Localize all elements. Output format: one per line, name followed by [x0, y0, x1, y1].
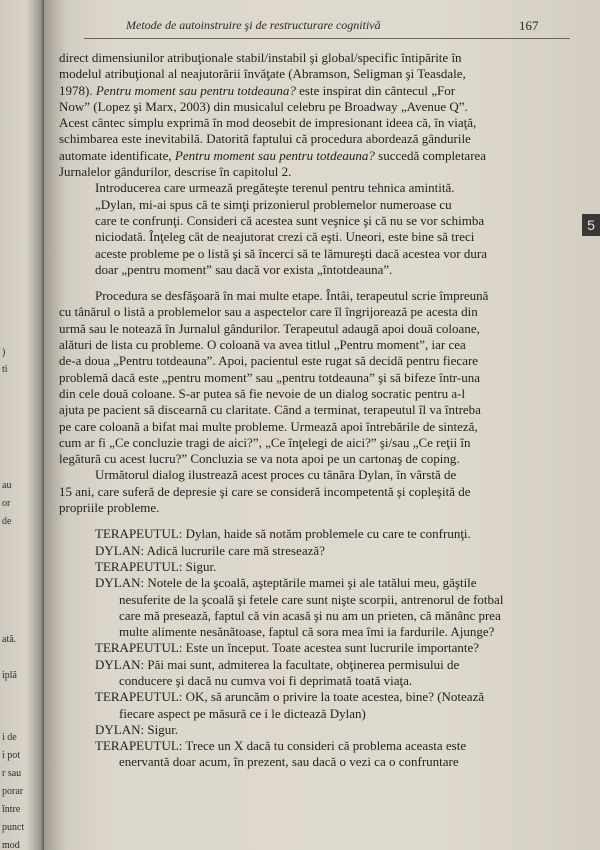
dialog-line: enervantă doar acum, în prezent, sau dacă o vezi ca o confruntare	[119, 754, 459, 770]
text-line: cu tânărul o listă a problemelor sau a aspectelor care îl îngrijorează pe acesta din	[59, 304, 478, 320]
dialog-line: TERAPEUTUL: Sigur.	[95, 558, 217, 574]
left-page-fragment: )	[2, 347, 6, 358]
text-line: Introducerea care urmează pregăteşte terenul pentru tehnica amintită.	[95, 180, 455, 196]
dialog-line: TERAPEUTUL: Dylan, haide să notăm problemele cu care te confrunţi.	[95, 526, 471, 542]
left-page-fragment: r sau	[2, 768, 22, 779]
left-page-fragment: ti	[2, 364, 8, 375]
text-line: de-a doua „Pentru totdeauna”. Apoi, pacientul este rugat să decidă pentru fiecare	[59, 353, 479, 369]
text-line: problemă dacă este „pentru moment” sau „pentru totdeauna” şi să bifeze într-una	[59, 369, 480, 385]
dialog-line: TERAPEUTUL: OK, să aruncăm o privire la toate acestea, bine? (Notează	[95, 689, 485, 705]
left-page-edge	[0, 0, 44, 850]
dialog-line: TERAPEUTUL: Trece un X dacă tu consideri că problema aceasta este	[95, 738, 467, 754]
text-line: Now” (Lopez şi Marx, 2003) din musicalul celebru pe Broadway „Avenue Q”.	[59, 98, 468, 114]
text-line: doar „pentru moment” sau dacă vor exista „întotdeauna”.	[95, 261, 393, 277]
text-line: Acest cântec simplu exprimă în mod deosebit de impresionant ideea că, în viaţă,	[59, 115, 477, 131]
left-page-fragment: i pot	[2, 750, 21, 761]
text-line: direct dimensiunilor atribuţionale stabil/instabil şi global/specific întipărite în	[59, 50, 462, 65]
text-line: aceste probleme pe o listă şi să încerci să te lămureşti dacă acestea vor dura	[95, 245, 487, 261]
dialog-line: DYLAN: Sigur.	[95, 721, 179, 737]
text-line: urmă sau le notează în Jurnalul gândurilor. Terapeutul adaugă apoi două coloane,	[59, 320, 480, 336]
text-line: schimbarea este inevitabilă. Datorită faptului că procedura abordează gândurile	[59, 131, 471, 147]
dialog-line: conducere şi dacă nu cumva voi fi deprimată toată viaţa.	[119, 672, 413, 688]
header-rule	[84, 38, 570, 39]
text-line: legătură cu acest lucru?” Concluzia se va nota apoi pe un cartonaş de coping.	[59, 451, 460, 467]
text-line: din cele două coloane. S-ar putea să fie nevoie de un dialog socratic pentru a-l	[59, 385, 466, 401]
dialog-line: care mă presează, faptul că vin acasă şi nu am un prieten, că mănânc prea	[119, 607, 501, 623]
left-page-fragment: punct	[2, 822, 25, 833]
body-text	[59, 50, 573, 771]
left-page-fragment: iplă	[2, 670, 17, 681]
page-number: 167	[519, 18, 539, 33]
left-page-fragment: porar	[2, 786, 24, 797]
text-line: alături de lista cu probleme. O coloană va avea titlul „Pentru moment”, iar cea	[59, 337, 466, 353]
dialog-line: multe alimente nesănătoase, faptul că sora mea îmi ia fardurile. Ajunge?	[119, 624, 495, 640]
dialog-line: fiecare aspect pe măsură ce i le dictează Dylan)	[119, 705, 366, 721]
text-line: 15 ani, care suferă de depresie şi care se consideră incompetentă şi copleşită de	[59, 483, 471, 499]
text-line: propriile probleme.	[59, 500, 160, 516]
dialog-line: DYLAN: Adică lucrurile care mă stresează?	[95, 542, 325, 558]
text-line: 1978). Pentru moment sau pentru totdeauna? este inspirat din cântecul „For	[59, 82, 456, 98]
text-line: cum ar fi „Ce concluzie tragi de aici?”, „Ce înţelegi de aici?” şi/sau „Ce reţii în	[59, 434, 471, 450]
text-line: ajuta pe pacient să discearnă cu claritate. Când a terminat, terapeutul îl va întreba	[59, 402, 481, 418]
running-head: Metode de autoinstruire şi de restructurare cognitivă	[126, 18, 381, 32]
left-page-fragment: mod	[2, 840, 20, 850]
dialog-line: TERAPEUTUL: Este un început. Toate acestea sunt lucrurile importante?	[95, 640, 480, 656]
text-line: „Dylan, mi-ai spus că te simţi prizonierul problemelor numeroase cu	[95, 196, 452, 212]
text-line: care te confrunţi. Consideri că acestea sunt veşnice şi că nu se vor schimba	[95, 212, 485, 228]
text-line: Procedura se desfăşoară în mai multe etape. Întâi, terapeutul scrie împreună	[95, 288, 489, 304]
chapter-tab: 5	[582, 214, 600, 236]
left-page-fragment: or	[2, 498, 11, 509]
text-line: Jurnalelor gândurilor, descrise în capitolul 2.	[59, 164, 292, 180]
left-page-fragment: între	[2, 804, 21, 815]
left-page-fragment: de	[2, 516, 12, 527]
dialog-line: DYLAN: Păi mai sunt, admiterea la facultate, obţinerea permisului de	[95, 656, 460, 672]
text-line: niciodată. Înţeleg cât de neajutorat crezi că eşti. Uneori, este bine să treci	[95, 229, 475, 245]
left-page-fragment: ată.	[2, 634, 17, 645]
text-line: automate identificate, Pentru moment sau pentru totdeauna? succedă completarea	[59, 147, 487, 163]
dialog-line: nesuferite de la şcoală şi fetele care sunt nişte scorpii, antrenorul de fotbal	[119, 591, 504, 607]
text-line: Următorul dialog ilustrează acest proces cu tânăra Dylan, în vârstă de	[95, 467, 457, 483]
dialog-line: DYLAN: Notele de la şcoală, aşteptările mamei şi ale tatălui meu, găştile	[95, 575, 477, 591]
text-line: modelul atribuţional al neajutorării învăţate (Abramson, Seligman şi Teasdale,	[59, 66, 466, 82]
book-page	[44, 0, 600, 850]
left-page-fragment: au	[2, 480, 12, 491]
text-line: pe care coloană a bifat mai multe probleme. Urmează apoi întrebările de sinteză,	[59, 418, 478, 434]
left-page-fragment: i de	[2, 732, 17, 743]
